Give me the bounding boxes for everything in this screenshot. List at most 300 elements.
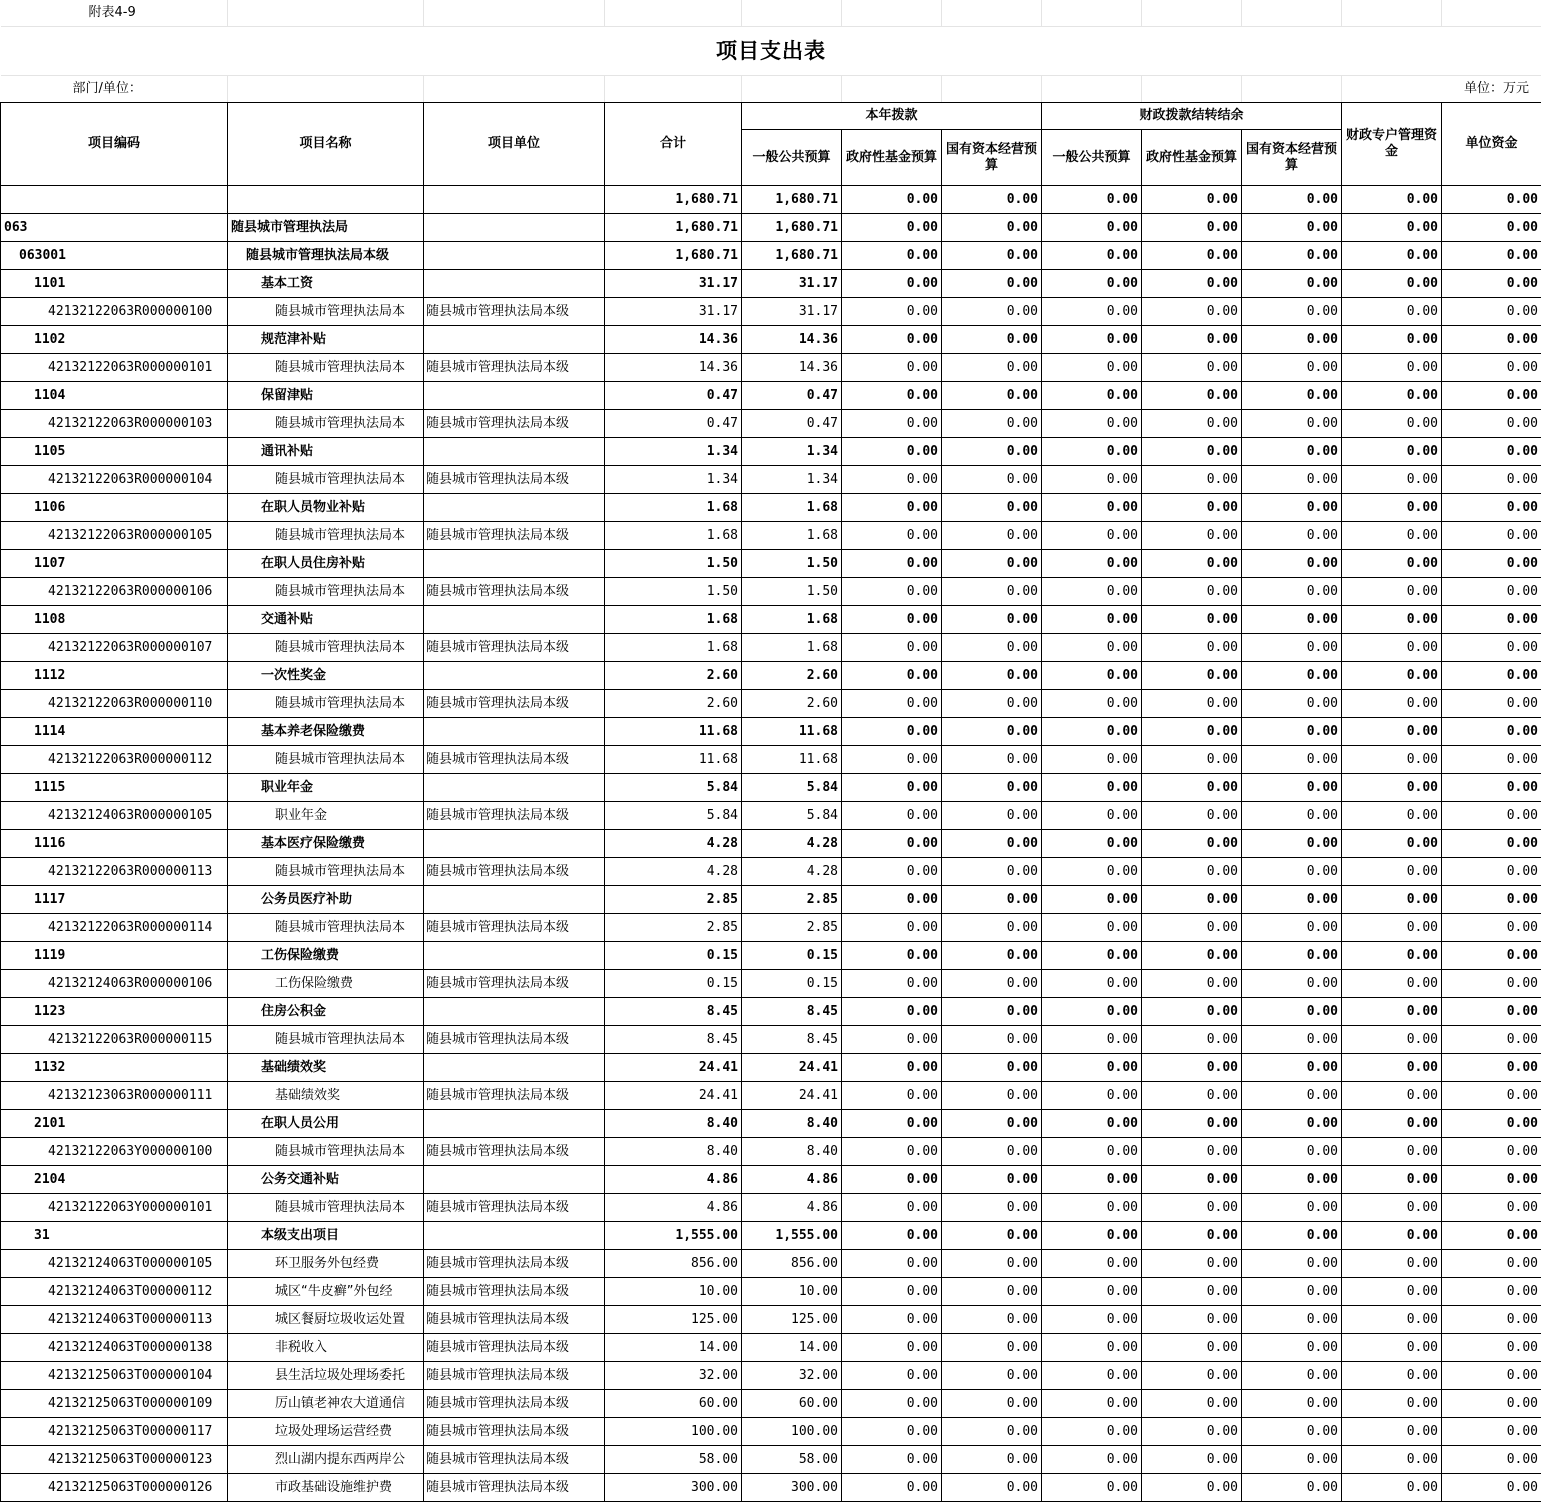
- state-capital-cell[interactable]: 0.00: [942, 382, 1042, 410]
- project-name-cell[interactable]: 在职人员物业补贴: [228, 494, 424, 522]
- general-budget-cell[interactable]: 4.28: [742, 858, 842, 886]
- total-cell[interactable]: 11.68: [605, 718, 742, 746]
- carryover-general-budget-cell[interactable]: 0.00: [1042, 410, 1142, 438]
- special-account-funds-cell[interactable]: 0.00: [1342, 1334, 1442, 1362]
- project-code-cell[interactable]: 2104: [1, 1166, 228, 1194]
- unit-funds-cell[interactable]: 0.00: [1442, 1166, 1541, 1194]
- general-budget-cell[interactable]: 4.86: [742, 1194, 842, 1222]
- government-fund-cell[interactable]: 0.00: [842, 914, 942, 942]
- unit-funds-cell[interactable]: 0.00: [1442, 494, 1541, 522]
- total-cell[interactable]: 1.68: [605, 494, 742, 522]
- project-unit-cell[interactable]: [424, 718, 605, 746]
- general-budget-cell[interactable]: 1.34: [742, 466, 842, 494]
- general-budget-cell[interactable]: 1.68: [742, 522, 842, 550]
- project-unit-cell[interactable]: 随县城市管理执法局本级: [424, 410, 605, 438]
- carryover-government-fund-cell[interactable]: 0.00: [1142, 914, 1242, 942]
- carryover-state-capital-cell[interactable]: 0.00: [1242, 550, 1342, 578]
- project-code-cell[interactable]: 42132125063T000000109: [1, 1390, 228, 1418]
- project-name-cell[interactable]: 基本养老保险缴费: [228, 718, 424, 746]
- general-budget-cell[interactable]: 0.15: [742, 942, 842, 970]
- project-name-cell[interactable]: 县生活垃圾处理场委托: [228, 1362, 424, 1390]
- project-code-cell[interactable]: 2101: [1, 1110, 228, 1138]
- project-unit-cell[interactable]: [424, 438, 605, 466]
- project-name-cell[interactable]: 职业年金: [228, 774, 424, 802]
- project-name-cell[interactable]: 基础绩效奖: [228, 1054, 424, 1082]
- unit-funds-cell[interactable]: 0.00: [1442, 522, 1541, 550]
- special-account-funds-cell[interactable]: 0.00: [1342, 1222, 1442, 1250]
- special-account-funds-cell[interactable]: 0.00: [1342, 1390, 1442, 1418]
- empty-cell[interactable]: [228, 76, 424, 103]
- project-unit-cell[interactable]: 随县城市管理执法局本级: [424, 354, 605, 382]
- carryover-government-fund-cell[interactable]: 0.00: [1142, 886, 1242, 914]
- carryover-government-fund-cell[interactable]: 0.00: [1142, 1446, 1242, 1474]
- general-budget-cell[interactable]: 5.84: [742, 774, 842, 802]
- total-cell[interactable]: 14.36: [605, 326, 742, 354]
- project-unit-cell[interactable]: 随县城市管理执法局本级: [424, 1026, 605, 1054]
- project-name-cell[interactable]: 一次性奖金: [228, 662, 424, 690]
- general-budget-cell[interactable]: 1.50: [742, 578, 842, 606]
- total-cell[interactable]: 58.00: [605, 1446, 742, 1474]
- government-fund-cell[interactable]: 0.00: [842, 522, 942, 550]
- project-unit-cell[interactable]: 随县城市管理执法局本级: [424, 858, 605, 886]
- project-name-cell[interactable]: 随县城市管理执法局本: [228, 578, 424, 606]
- project-name-cell[interactable]: 随县城市管理执法局本: [228, 466, 424, 494]
- special-account-funds-cell[interactable]: 0.00: [1342, 298, 1442, 326]
- general-budget-cell[interactable]: 11.68: [742, 746, 842, 774]
- government-fund-cell[interactable]: 0.00: [842, 1110, 942, 1138]
- carryover-state-capital-cell[interactable]: 0.00: [1242, 326, 1342, 354]
- special-account-funds-cell[interactable]: 0.00: [1342, 942, 1442, 970]
- state-capital-cell[interactable]: 0.00: [942, 774, 1042, 802]
- project-name-cell[interactable]: 规范津补贴: [228, 326, 424, 354]
- general-budget-cell[interactable]: 14.36: [742, 354, 842, 382]
- carryover-state-capital-cell[interactable]: 0.00: [1242, 746, 1342, 774]
- carryover-general-budget-cell[interactable]: 0.00: [1042, 578, 1142, 606]
- state-capital-cell[interactable]: 0.00: [942, 326, 1042, 354]
- project-name-cell[interactable]: 在职人员公用: [228, 1110, 424, 1138]
- project-code-cell[interactable]: 42132122063Y000000101: [1, 1194, 228, 1222]
- unit-funds-cell[interactable]: 0.00: [1442, 298, 1541, 326]
- unit-funds-cell[interactable]: 0.00: [1442, 242, 1541, 270]
- carryover-government-fund-cell[interactable]: 0.00: [1142, 802, 1242, 830]
- carryover-state-capital-cell[interactable]: 0.00: [1242, 802, 1342, 830]
- unit-funds-cell[interactable]: 0.00: [1442, 998, 1541, 1026]
- carryover-general-budget-cell[interactable]: 0.00: [1042, 1166, 1142, 1194]
- special-account-funds-cell[interactable]: 0.00: [1342, 494, 1442, 522]
- carryover-general-budget-cell[interactable]: 0.00: [1042, 298, 1142, 326]
- total-cell[interactable]: 10.00: [605, 1278, 742, 1306]
- unit-funds-cell[interactable]: 0.00: [1442, 550, 1541, 578]
- total-cell[interactable]: 2.60: [605, 662, 742, 690]
- unit-funds-cell[interactable]: 0.00: [1442, 1054, 1541, 1082]
- carryover-general-budget-cell[interactable]: 0.00: [1042, 1082, 1142, 1110]
- state-capital-cell[interactable]: 0.00: [942, 690, 1042, 718]
- general-budget-cell[interactable]: 31.17: [742, 298, 842, 326]
- carryover-state-capital-cell[interactable]: 0.00: [1242, 1446, 1342, 1474]
- unit-funds-cell[interactable]: 0.00: [1442, 186, 1541, 214]
- unit-funds-cell[interactable]: 0.00: [1442, 214, 1541, 242]
- carryover-government-fund-cell[interactable]: 0.00: [1142, 438, 1242, 466]
- unit-funds-cell[interactable]: 0.00: [1442, 746, 1541, 774]
- empty-cell[interactable]: [1342, 0, 1442, 27]
- carryover-government-fund-cell[interactable]: 0.00: [1142, 1166, 1242, 1194]
- general-budget-cell[interactable]: 1.68: [742, 606, 842, 634]
- general-budget-cell[interactable]: 1,555.00: [742, 1222, 842, 1250]
- project-unit-cell[interactable]: 随县城市管理执法局本级: [424, 1334, 605, 1362]
- project-code-cell[interactable]: 42132122063R000000107: [1, 634, 228, 662]
- carryover-general-budget-cell[interactable]: 0.00: [1042, 998, 1142, 1026]
- project-name-cell[interactable]: 随县城市管理执法局本: [228, 410, 424, 438]
- state-capital-cell[interactable]: 0.00: [942, 886, 1042, 914]
- total-cell[interactable]: 0.47: [605, 410, 742, 438]
- project-code-cell[interactable]: 42132122063R000000104: [1, 466, 228, 494]
- government-fund-cell[interactable]: 0.00: [842, 1138, 942, 1166]
- total-cell[interactable]: 2.85: [605, 886, 742, 914]
- project-code-cell[interactable]: 42132122063R000000100: [1, 298, 228, 326]
- project-unit-cell[interactable]: [424, 214, 605, 242]
- project-unit-cell[interactable]: 随县城市管理执法局本级: [424, 802, 605, 830]
- special-account-funds-cell[interactable]: 0.00: [1342, 746, 1442, 774]
- project-name-cell[interactable]: 保留津贴: [228, 382, 424, 410]
- general-budget-cell[interactable]: 10.00: [742, 1278, 842, 1306]
- project-unit-cell[interactable]: [424, 998, 605, 1026]
- unit-funds-cell[interactable]: 0.00: [1442, 1222, 1541, 1250]
- general-budget-cell[interactable]: 32.00: [742, 1362, 842, 1390]
- carryover-state-capital-cell[interactable]: 0.00: [1242, 270, 1342, 298]
- empty-cell[interactable]: [1142, 0, 1242, 27]
- carryover-government-fund-cell[interactable]: 0.00: [1142, 998, 1242, 1026]
- total-cell[interactable]: 1,555.00: [605, 1222, 742, 1250]
- project-name-cell[interactable]: 市政基础设施维护费: [228, 1474, 424, 1502]
- state-capital-cell[interactable]: 0.00: [942, 270, 1042, 298]
- carryover-government-fund-cell[interactable]: 0.00: [1142, 326, 1242, 354]
- carryover-general-budget-cell[interactable]: 0.00: [1042, 774, 1142, 802]
- government-fund-cell[interactable]: 0.00: [842, 802, 942, 830]
- special-account-funds-cell[interactable]: 0.00: [1342, 1306, 1442, 1334]
- government-fund-cell[interactable]: 0.00: [842, 606, 942, 634]
- carryover-state-capital-cell[interactable]: 0.00: [1242, 634, 1342, 662]
- project-unit-cell[interactable]: 随县城市管理执法局本级: [424, 746, 605, 774]
- general-budget-cell[interactable]: 5.84: [742, 802, 842, 830]
- empty-cell[interactable]: [1242, 76, 1342, 103]
- project-unit-cell[interactable]: 随县城市管理执法局本级: [424, 1250, 605, 1278]
- carryover-state-capital-cell[interactable]: 0.00: [1242, 914, 1342, 942]
- carryover-state-capital-cell[interactable]: 0.00: [1242, 214, 1342, 242]
- general-budget-cell[interactable]: 2.85: [742, 914, 842, 942]
- project-name-cell[interactable]: 工伤保险缴费: [228, 942, 424, 970]
- carryover-government-fund-cell[interactable]: 0.00: [1142, 830, 1242, 858]
- state-capital-cell[interactable]: 0.00: [942, 858, 1042, 886]
- general-budget-cell[interactable]: 2.60: [742, 662, 842, 690]
- special-account-funds-cell[interactable]: 0.00: [1342, 1138, 1442, 1166]
- state-capital-cell[interactable]: 0.00: [942, 1054, 1042, 1082]
- unit-funds-cell[interactable]: 0.00: [1442, 438, 1541, 466]
- state-capital-cell[interactable]: 0.00: [942, 1166, 1042, 1194]
- project-name-cell[interactable]: 非税收入: [228, 1334, 424, 1362]
- project-name-cell[interactable]: 随县城市管理执法局本: [228, 1138, 424, 1166]
- general-budget-cell[interactable]: 300.00: [742, 1474, 842, 1502]
- project-name-cell[interactable]: 基础绩效奖: [228, 1082, 424, 1110]
- carryover-government-fund-cell[interactable]: 0.00: [1142, 354, 1242, 382]
- project-unit-cell[interactable]: 随县城市管理执法局本级: [424, 690, 605, 718]
- project-unit-cell[interactable]: [424, 606, 605, 634]
- carryover-government-fund-cell[interactable]: 0.00: [1142, 550, 1242, 578]
- carryover-general-budget-cell[interactable]: 0.00: [1042, 270, 1142, 298]
- carryover-general-budget-cell[interactable]: 0.00: [1042, 214, 1142, 242]
- special-account-funds-cell[interactable]: 0.00: [1342, 1166, 1442, 1194]
- project-unit-cell[interactable]: 随县城市管理执法局本级: [424, 1082, 605, 1110]
- special-account-funds-cell[interactable]: 0.00: [1342, 410, 1442, 438]
- project-unit-cell[interactable]: [424, 382, 605, 410]
- project-unit-cell[interactable]: 随县城市管理执法局本级: [424, 298, 605, 326]
- total-cell[interactable]: 100.00: [605, 1418, 742, 1446]
- government-fund-cell[interactable]: 0.00: [842, 1362, 942, 1390]
- state-capital-cell[interactable]: 0.00: [942, 354, 1042, 382]
- carryover-state-capital-cell[interactable]: 0.00: [1242, 522, 1342, 550]
- state-capital-cell[interactable]: 0.00: [942, 970, 1042, 998]
- state-capital-cell[interactable]: 0.00: [942, 1362, 1042, 1390]
- carryover-state-capital-cell[interactable]: 0.00: [1242, 1222, 1342, 1250]
- general-budget-cell[interactable]: 125.00: [742, 1306, 842, 1334]
- empty-cell[interactable]: [605, 76, 742, 103]
- project-code-cell[interactable]: 42132122063R000000103: [1, 410, 228, 438]
- government-fund-cell[interactable]: 0.00: [842, 858, 942, 886]
- project-unit-cell[interactable]: 随县城市管理执法局本级: [424, 1362, 605, 1390]
- general-budget-cell[interactable]: 14.36: [742, 326, 842, 354]
- carryover-general-budget-cell[interactable]: 0.00: [1042, 1278, 1142, 1306]
- government-fund-cell[interactable]: 0.00: [842, 354, 942, 382]
- project-unit-cell[interactable]: [424, 270, 605, 298]
- special-account-funds-cell[interactable]: 0.00: [1342, 970, 1442, 998]
- carryover-state-capital-cell[interactable]: 0.00: [1242, 438, 1342, 466]
- government-fund-cell[interactable]: 0.00: [842, 382, 942, 410]
- carryover-government-fund-cell[interactable]: 0.00: [1142, 970, 1242, 998]
- project-unit-cell[interactable]: [424, 326, 605, 354]
- general-budget-cell[interactable]: 8.40: [742, 1110, 842, 1138]
- unit-funds-cell[interactable]: 0.00: [1442, 1250, 1541, 1278]
- state-capital-cell[interactable]: 0.00: [942, 214, 1042, 242]
- total-cell[interactable]: 1.50: [605, 578, 742, 606]
- total-cell[interactable]: 1,680.71: [605, 186, 742, 214]
- carryover-state-capital-cell[interactable]: 0.00: [1242, 662, 1342, 690]
- government-fund-cell[interactable]: 0.00: [842, 662, 942, 690]
- carryover-general-budget-cell[interactable]: 0.00: [1042, 1418, 1142, 1446]
- project-name-cell[interactable]: 烈山湖内提东西两岸公: [228, 1446, 424, 1474]
- carryover-government-fund-cell[interactable]: 0.00: [1142, 1278, 1242, 1306]
- carryover-general-budget-cell[interactable]: 0.00: [1042, 1222, 1142, 1250]
- state-capital-cell[interactable]: 0.00: [942, 1474, 1042, 1502]
- unit-funds-cell[interactable]: 0.00: [1442, 970, 1541, 998]
- special-account-funds-cell[interactable]: 0.00: [1342, 1446, 1442, 1474]
- carryover-general-budget-cell[interactable]: 0.00: [1042, 382, 1142, 410]
- unit-funds-cell[interactable]: 0.00: [1442, 1418, 1541, 1446]
- project-unit-cell[interactable]: 随县城市管理执法局本级: [424, 466, 605, 494]
- special-account-funds-cell[interactable]: 0.00: [1342, 662, 1442, 690]
- carryover-government-fund-cell[interactable]: 0.00: [1142, 634, 1242, 662]
- carryover-government-fund-cell[interactable]: 0.00: [1142, 858, 1242, 886]
- unit-funds-cell[interactable]: 0.00: [1442, 1194, 1541, 1222]
- project-unit-cell[interactable]: 随县城市管理执法局本级: [424, 522, 605, 550]
- carryover-general-budget-cell[interactable]: 0.00: [1042, 522, 1142, 550]
- state-capital-cell[interactable]: 0.00: [942, 494, 1042, 522]
- project-name-cell[interactable]: 环卫服务外包经费: [228, 1250, 424, 1278]
- unit-funds-cell[interactable]: 0.00: [1442, 1138, 1541, 1166]
- special-account-funds-cell[interactable]: 0.00: [1342, 438, 1442, 466]
- total-cell[interactable]: 856.00: [605, 1250, 742, 1278]
- special-account-funds-cell[interactable]: 0.00: [1342, 1026, 1442, 1054]
- state-capital-cell[interactable]: 0.00: [942, 1446, 1042, 1474]
- unit-funds-cell[interactable]: 0.00: [1442, 1446, 1541, 1474]
- project-unit-cell[interactable]: [424, 942, 605, 970]
- project-name-cell[interactable]: 在职人员住房补贴: [228, 550, 424, 578]
- project-name-cell[interactable]: 随县城市管理执法局本级: [228, 242, 424, 270]
- carryover-state-capital-cell[interactable]: 0.00: [1242, 466, 1342, 494]
- general-budget-cell[interactable]: 8.45: [742, 1026, 842, 1054]
- carryover-general-budget-cell[interactable]: 0.00: [1042, 1334, 1142, 1362]
- special-account-funds-cell[interactable]: 0.00: [1342, 522, 1442, 550]
- project-name-cell[interactable]: 随县城市管理执法局本: [228, 746, 424, 774]
- project-name-cell[interactable]: 随县城市管理执法局本: [228, 298, 424, 326]
- carryover-government-fund-cell[interactable]: 0.00: [1142, 746, 1242, 774]
- government-fund-cell[interactable]: 0.00: [842, 1446, 942, 1474]
- carryover-state-capital-cell[interactable]: 0.00: [1242, 1026, 1342, 1054]
- carryover-government-fund-cell[interactable]: 0.00: [1142, 1334, 1242, 1362]
- government-fund-cell[interactable]: 0.00: [842, 1474, 942, 1502]
- special-account-funds-cell[interactable]: 0.00: [1342, 858, 1442, 886]
- project-name-cell[interactable]: 随县城市管理执法局本: [228, 354, 424, 382]
- carryover-government-fund-cell[interactable]: 0.00: [1142, 578, 1242, 606]
- carryover-general-budget-cell[interactable]: 0.00: [1042, 1138, 1142, 1166]
- project-unit-cell[interactable]: 随县城市管理执法局本级: [424, 914, 605, 942]
- project-name-cell[interactable]: 随县城市管理执法局本: [228, 634, 424, 662]
- project-name-cell[interactable]: 厉山镇老神农大道通信: [228, 1390, 424, 1418]
- government-fund-cell[interactable]: 0.00: [842, 1222, 942, 1250]
- project-name-cell[interactable]: 随县城市管理执法局本: [228, 690, 424, 718]
- special-account-funds-cell[interactable]: 0.00: [1342, 214, 1442, 242]
- project-name-cell[interactable]: 随县城市管理执法局本: [228, 858, 424, 886]
- project-unit-cell[interactable]: 随县城市管理执法局本级: [424, 1418, 605, 1446]
- project-name-cell[interactable]: 随县城市管理执法局本: [228, 914, 424, 942]
- carryover-general-budget-cell[interactable]: 0.00: [1042, 970, 1142, 998]
- state-capital-cell[interactable]: 0.00: [942, 298, 1042, 326]
- unit-funds-cell[interactable]: 0.00: [1442, 410, 1541, 438]
- carryover-government-fund-cell[interactable]: 0.00: [1142, 382, 1242, 410]
- state-capital-cell[interactable]: 0.00: [942, 1250, 1042, 1278]
- total-cell[interactable]: 300.00: [605, 1474, 742, 1502]
- state-capital-cell[interactable]: 0.00: [942, 606, 1042, 634]
- carryover-government-fund-cell[interactable]: 0.00: [1142, 410, 1242, 438]
- project-unit-cell[interactable]: 随县城市管理执法局本级: [424, 1306, 605, 1334]
- carryover-government-fund-cell[interactable]: 0.00: [1142, 466, 1242, 494]
- unit-funds-cell[interactable]: 0.00: [1442, 942, 1541, 970]
- empty-cell[interactable]: [1042, 76, 1142, 103]
- project-name-cell[interactable]: 交通补贴: [228, 606, 424, 634]
- unit-funds-cell[interactable]: 0.00: [1442, 634, 1541, 662]
- state-capital-cell[interactable]: 0.00: [942, 522, 1042, 550]
- project-code-cell[interactable]: 42132125063T000000126: [1, 1474, 228, 1502]
- carryover-state-capital-cell[interactable]: 0.00: [1242, 1278, 1342, 1306]
- carryover-general-budget-cell[interactable]: 0.00: [1042, 354, 1142, 382]
- government-fund-cell[interactable]: 0.00: [842, 970, 942, 998]
- project-name-cell[interactable]: 基本工资: [228, 270, 424, 298]
- project-code-cell[interactable]: 42132122063R000000114: [1, 914, 228, 942]
- carryover-state-capital-cell[interactable]: 0.00: [1242, 718, 1342, 746]
- carryover-general-budget-cell[interactable]: 0.00: [1042, 438, 1142, 466]
- government-fund-cell[interactable]: 0.00: [842, 466, 942, 494]
- carryover-government-fund-cell[interactable]: 0.00: [1142, 690, 1242, 718]
- general-budget-cell[interactable]: 1.50: [742, 550, 842, 578]
- government-fund-cell[interactable]: 0.00: [842, 1278, 942, 1306]
- carryover-state-capital-cell[interactable]: 0.00: [1242, 1306, 1342, 1334]
- project-code-cell[interactable]: 1123: [1, 998, 228, 1026]
- carryover-government-fund-cell[interactable]: 0.00: [1142, 606, 1242, 634]
- project-name-cell[interactable]: 公务员医疗补助: [228, 886, 424, 914]
- state-capital-cell[interactable]: 0.00: [942, 830, 1042, 858]
- carryover-general-budget-cell[interactable]: 0.00: [1042, 1110, 1142, 1138]
- carryover-government-fund-cell[interactable]: 0.00: [1142, 662, 1242, 690]
- state-capital-cell[interactable]: 0.00: [942, 466, 1042, 494]
- project-code-cell[interactable]: 42132122063Y000000100: [1, 1138, 228, 1166]
- state-capital-cell[interactable]: 0.00: [942, 438, 1042, 466]
- carryover-state-capital-cell[interactable]: 0.00: [1242, 1138, 1342, 1166]
- state-capital-cell[interactable]: 0.00: [942, 1334, 1042, 1362]
- general-budget-cell[interactable]: 4.28: [742, 830, 842, 858]
- unit-funds-cell[interactable]: 0.00: [1442, 718, 1541, 746]
- total-cell[interactable]: 31.17: [605, 270, 742, 298]
- special-account-funds-cell[interactable]: 0.00: [1342, 634, 1442, 662]
- carryover-general-budget-cell[interactable]: 0.00: [1042, 326, 1142, 354]
- project-code-cell[interactable]: 42132125063T000000123: [1, 1446, 228, 1474]
- project-code-cell[interactable]: 1106: [1, 494, 228, 522]
- project-name-cell[interactable]: [228, 186, 424, 214]
- project-name-cell[interactable]: 基本医疗保险缴费: [228, 830, 424, 858]
- carryover-government-fund-cell[interactable]: 0.00: [1142, 1362, 1242, 1390]
- government-fund-cell[interactable]: 0.00: [842, 942, 942, 970]
- total-cell[interactable]: 14.36: [605, 354, 742, 382]
- carryover-general-budget-cell[interactable]: 0.00: [1042, 746, 1142, 774]
- state-capital-cell[interactable]: 0.00: [942, 914, 1042, 942]
- state-capital-cell[interactable]: 0.00: [942, 1222, 1042, 1250]
- unit-funds-cell[interactable]: 0.00: [1442, 578, 1541, 606]
- carryover-general-budget-cell[interactable]: 0.00: [1042, 1446, 1142, 1474]
- government-fund-cell[interactable]: 0.00: [842, 774, 942, 802]
- general-budget-cell[interactable]: 2.85: [742, 886, 842, 914]
- government-fund-cell[interactable]: 0.00: [842, 1250, 942, 1278]
- general-budget-cell[interactable]: 58.00: [742, 1446, 842, 1474]
- state-capital-cell[interactable]: 0.00: [942, 1390, 1042, 1418]
- project-code-cell[interactable]: [1, 186, 228, 214]
- special-account-funds-cell[interactable]: 0.00: [1342, 1110, 1442, 1138]
- special-account-funds-cell[interactable]: 0.00: [1342, 186, 1442, 214]
- carryover-government-fund-cell[interactable]: 0.00: [1142, 718, 1242, 746]
- empty-cell[interactable]: [424, 0, 605, 27]
- carryover-state-capital-cell[interactable]: 0.00: [1242, 1390, 1342, 1418]
- general-budget-cell[interactable]: 0.15: [742, 970, 842, 998]
- special-account-funds-cell[interactable]: 0.00: [1342, 718, 1442, 746]
- government-fund-cell[interactable]: 0.00: [842, 186, 942, 214]
- special-account-funds-cell[interactable]: 0.00: [1342, 802, 1442, 830]
- project-unit-cell[interactable]: [424, 1054, 605, 1082]
- carryover-general-budget-cell[interactable]: 0.00: [1042, 662, 1142, 690]
- total-cell[interactable]: 1.68: [605, 606, 742, 634]
- total-cell[interactable]: 11.68: [605, 746, 742, 774]
- unit-funds-cell[interactable]: 0.00: [1442, 1334, 1541, 1362]
- total-cell[interactable]: 24.41: [605, 1054, 742, 1082]
- special-account-funds-cell[interactable]: 0.00: [1342, 774, 1442, 802]
- carryover-state-capital-cell[interactable]: 0.00: [1242, 1194, 1342, 1222]
- special-account-funds-cell[interactable]: 0.00: [1342, 354, 1442, 382]
- carryover-state-capital-cell[interactable]: 0.00: [1242, 1474, 1342, 1502]
